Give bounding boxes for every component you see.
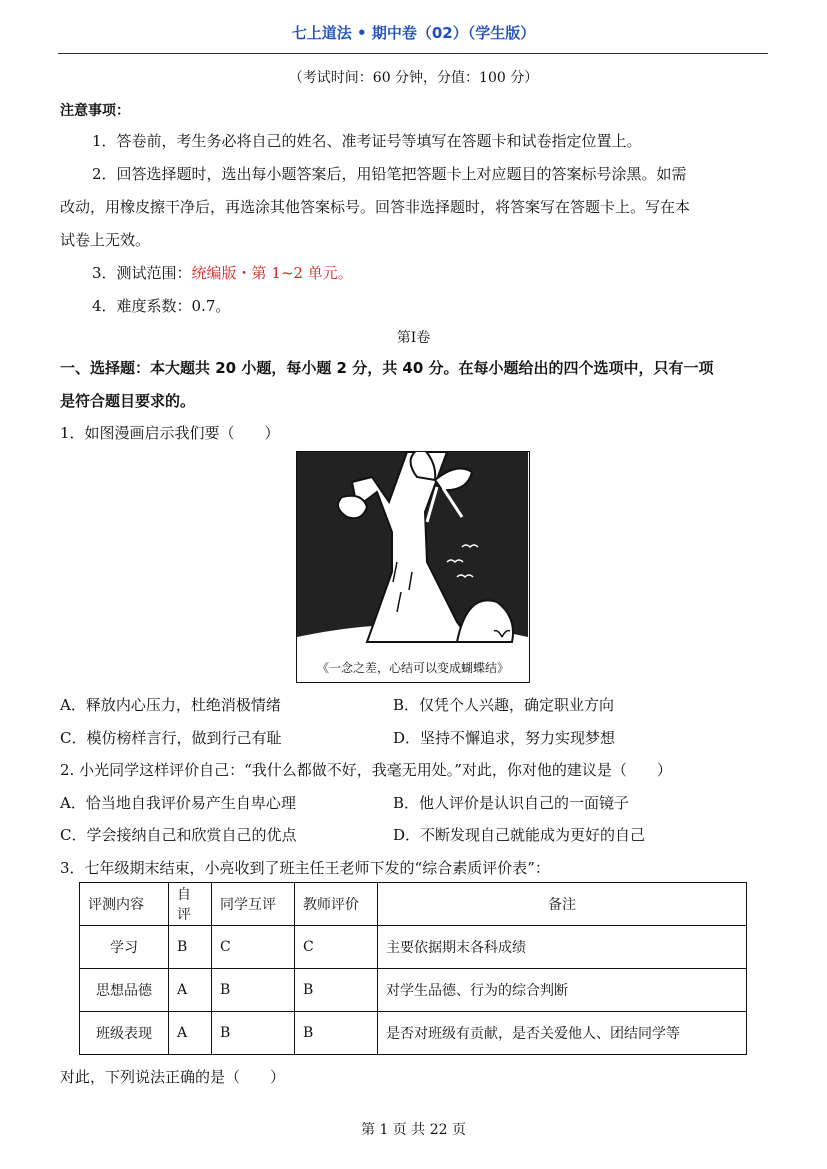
notice-item-2-line-2: 改动，用橡皮擦干净后，再选涂其他答案标号。回答非选择题时，将答案写在答题卡上。写在本 (60, 198, 691, 216)
question-2-stem: 2. 小光同学这样评价自己：“我什么都做不好，我毫无用处。”对此，你对他的建议是（ ） (60, 761, 672, 779)
document-header-title: 七上道法 • 期中卷（02）（学生版） (291, 24, 536, 42)
notice-item-3 (60, 257, 770, 290)
table-cell: A (169, 969, 212, 1012)
notice-item-1: 1．答卷前，考生务必将自己的姓名、准考证号等填写在答题卡和试卷指定位置上。 (92, 132, 642, 150)
q1-option-c: C．模仿榜样言行，做到行己有耻 (60, 729, 282, 747)
notice-item-2-line-1: 2．回答选择题时，选出每小题答案后，用铅笔把答题卡上对应题目的答案标号涂黑。如需 (92, 165, 687, 183)
cartoon-caption: 《一念之差，心结可以变成蝴蝶结》 (316, 661, 509, 675)
table-header-cell: 备注 (378, 883, 747, 926)
q1-option-a: A．释放内心压力，杜绝消极情绪 (60, 696, 281, 714)
table-row (80, 926, 747, 969)
question-3-followup: 对此，下列说法正确的是（ ） (60, 1068, 286, 1086)
question-1-cartoon (296, 451, 530, 683)
notice-item-2-line-3: 试卷上无效。 (60, 231, 151, 249)
table-header-cell: 教师评价 (295, 883, 378, 926)
header-divider (58, 53, 768, 54)
table-cell: 学习 (80, 926, 169, 969)
table-cell: B (295, 969, 378, 1012)
tree-bow-illustration (297, 452, 528, 681)
page-number: 第 1 页 共 22 页 (361, 1122, 466, 1138)
test-scope: 统编版・第 1~2 单元。 (191, 264, 353, 282)
table-cell: B (212, 969, 295, 1012)
notice-item-3-label: 3．测试范围： (92, 264, 192, 282)
q2-option-b: B．他人评价是认识自己的一面镜子 (393, 794, 630, 812)
q1-option-b: B．仅凭个人兴趣，确定职业方向 (393, 696, 615, 714)
table-cell: 主要依据期末各科成绩 (378, 926, 747, 969)
table-header-cell: 同学互评 (212, 883, 295, 926)
section-heading-line-2: 是符合题目要求的。 (60, 392, 196, 410)
section-heading (60, 352, 770, 418)
table-cell: C (212, 926, 295, 969)
table-header-row (80, 883, 747, 926)
table-cell: 对学生品德、行为的综合判断 (378, 969, 747, 1012)
notice-item-4: 4．难度系数：0.7。 (92, 297, 231, 315)
table-cell: 班级表现 (80, 1012, 169, 1055)
table-header-cell: 自评 (169, 883, 212, 926)
question-3-stem: 3．七年级期末结束，小亮收到了班主任王老师下发的“综合素质评价表”： (60, 859, 550, 877)
table-cell: 是否对班级有贡献，是否关爱他人、团结同学等 (378, 1012, 747, 1055)
table-row (80, 969, 747, 1012)
evaluation-table (79, 882, 747, 1055)
notice-block (60, 125, 770, 323)
q2-option-c: C．学会接纳自己和欣赏自己的优点 (60, 826, 297, 844)
table-cell: C (295, 926, 378, 969)
table-row (80, 1012, 747, 1055)
table-cell: B (169, 926, 212, 969)
q2-option-d: D．不断发现自己就能成为更好的自己 (393, 826, 646, 844)
q2-option-a: A．恰当地自我评价易产生自卑心理 (60, 794, 296, 812)
notice-heading: 注意事项： (60, 103, 130, 119)
exam-info: （考试时间：60 分钟，分值：100 分） (288, 70, 539, 86)
section-heading-line-1: 一、选择题：本大题共 20 小题，每小题 2 分，共 40 分。在每小题给出的四个选项中，只有一项 (60, 359, 714, 377)
volume-label: 第Ⅰ卷 (396, 330, 431, 346)
table-header-cell: 评测内容 (80, 883, 169, 926)
table-cell: A (169, 1012, 212, 1055)
question-1-stem: 1．如图漫画启示我们要（ ） (60, 424, 280, 442)
table-cell: 思想品德 (80, 969, 169, 1012)
table-cell: B (295, 1012, 378, 1055)
q1-option-d: D．坚持不懈追求，努力实现梦想 (393, 729, 616, 747)
table-cell: B (212, 1012, 295, 1055)
